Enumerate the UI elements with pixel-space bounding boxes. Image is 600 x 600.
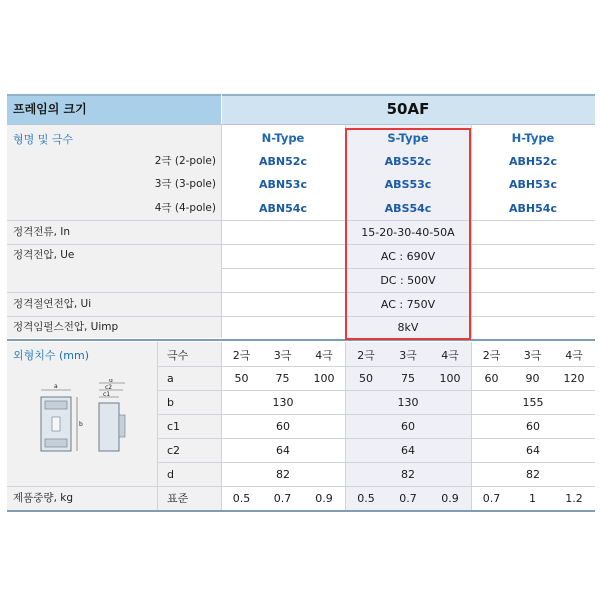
pole-row-label: 2극 (2-pole) xyxy=(154,154,216,167)
impulse-voltage-value: 8kV xyxy=(397,320,419,334)
dim-label-d: d xyxy=(167,467,174,481)
dim-value: 75 xyxy=(275,371,290,385)
weight-value: 1.2 xyxy=(565,491,583,505)
dim-label-c1: c1 xyxy=(167,419,181,433)
dim-value: 60 xyxy=(526,419,540,433)
breaker-side-handle xyxy=(119,415,125,437)
weight-label: 제품중량, kg xyxy=(13,491,73,504)
pole-value: 3극 xyxy=(273,348,292,362)
dim-label-c2: c2 xyxy=(167,443,181,457)
model-cell: ABS52c xyxy=(384,154,432,168)
dim-value: 60 xyxy=(401,419,415,433)
grid-line xyxy=(221,342,222,510)
grid-line xyxy=(221,94,222,124)
rated-voltage-ac: AC : 690V xyxy=(380,249,436,263)
dims-label: 외형치수 (mm) xyxy=(13,348,90,362)
dim-value: 64 xyxy=(401,443,415,457)
grid-line xyxy=(157,366,595,367)
frame-size-label: 프레임의 크기 xyxy=(13,102,87,116)
grid-line xyxy=(7,124,595,125)
diagram-label-b: b xyxy=(79,421,83,428)
grid-line xyxy=(471,342,472,510)
grid-line xyxy=(221,124,222,338)
dim-value: 60 xyxy=(484,371,499,385)
diagram-label-c2: c2 xyxy=(105,384,113,391)
model-cell: ABH54c xyxy=(509,201,557,215)
grid-line xyxy=(157,342,158,510)
model-pole-label: 형명 및 극수 xyxy=(13,132,74,146)
pole-value: 2극 xyxy=(357,348,375,362)
pole-value: 2극 xyxy=(482,348,501,362)
n-type-header: N-Type xyxy=(261,131,305,146)
dim-value: 50 xyxy=(234,371,249,385)
rated-voltage-label: 정격전압, Ue xyxy=(13,248,75,261)
grid-line xyxy=(7,316,595,317)
dim-value: 64 xyxy=(526,443,540,457)
weight-value: 0.7 xyxy=(399,491,417,505)
weight-value: 0.5 xyxy=(232,491,251,505)
dim-value: 82 xyxy=(526,467,540,481)
impulse-voltage-label: 정격임펄스전압, Uimp xyxy=(13,320,119,333)
section-separator xyxy=(7,339,595,341)
model-cell: ABN53c xyxy=(259,177,307,191)
grid-line xyxy=(7,94,595,96)
rated-current-value: 15-20-30-40-50A xyxy=(361,225,455,239)
frame-size-value: 50AF xyxy=(386,99,430,118)
dim-value: 90 xyxy=(525,371,540,385)
dim-value: 64 xyxy=(276,443,290,457)
weight-value: 0.9 xyxy=(315,491,333,505)
dim-label-b: b xyxy=(167,395,174,409)
dim-value: 155 xyxy=(522,395,544,409)
pole-value: 4극 xyxy=(315,348,333,362)
breaker-top-terminal xyxy=(45,401,67,409)
weight-value: 0.9 xyxy=(441,491,459,505)
weight-value: 0.7 xyxy=(273,491,292,505)
insulation-voltage-value: AC : 750V xyxy=(380,297,436,311)
grid-line xyxy=(7,292,595,293)
dim-value: 100 xyxy=(313,371,335,385)
weight-value: 1 xyxy=(529,491,536,505)
model-cell: ABS54c xyxy=(384,201,432,215)
model-cell: ABH53c xyxy=(509,177,557,191)
dimension-diagram xyxy=(37,379,137,459)
pole-value: 4극 xyxy=(441,348,459,362)
model-cell: ABN52c xyxy=(259,154,307,168)
h-type-header: H-Type xyxy=(511,131,555,146)
grid-line xyxy=(221,268,595,269)
grid-line xyxy=(7,220,595,221)
grid-line xyxy=(157,462,595,463)
dim-value: 82 xyxy=(401,467,415,481)
pole-value: 3극 xyxy=(523,348,542,362)
pole-value: 4극 xyxy=(565,348,583,362)
insulation-voltage-label: 정격절연전압, Ui xyxy=(13,297,92,310)
grid-line xyxy=(7,244,595,245)
dim-label-a: a xyxy=(167,371,174,385)
grid-line xyxy=(345,342,346,510)
diagram-label-c1: c1 xyxy=(103,391,111,398)
dim-value: 120 xyxy=(563,371,585,385)
rated-voltage-dc: DC : 500V xyxy=(380,273,436,287)
rated-current-label: 정격전류, In xyxy=(13,225,70,238)
dim-value: 82 xyxy=(276,467,290,481)
dim-value: 60 xyxy=(276,419,290,433)
dim-value: 50 xyxy=(359,371,373,385)
grid-line xyxy=(157,390,595,391)
s-type-header: S-Type xyxy=(387,131,429,146)
spec-table xyxy=(7,94,595,510)
poles-header: 극수 xyxy=(167,348,189,362)
breaker-side-view xyxy=(99,403,119,451)
breaker-handle xyxy=(52,417,60,431)
pole-value: 3극 xyxy=(399,348,417,362)
model-cell: ABS53c xyxy=(384,177,432,191)
grid-line xyxy=(157,414,595,415)
dim-value: 75 xyxy=(401,371,415,385)
dim-value: 130 xyxy=(397,395,419,409)
weight-standard-label: 표준 xyxy=(167,491,189,505)
grid-line xyxy=(7,486,595,487)
weight-value: 0.7 xyxy=(482,491,501,505)
diagram-label-d: d xyxy=(109,379,113,384)
grid-line xyxy=(157,438,595,439)
grid-line xyxy=(345,124,346,338)
model-cell: ABN54c xyxy=(259,201,307,215)
diagram-label-a: a xyxy=(54,383,58,390)
grid-line xyxy=(7,510,595,512)
breaker-bottom-terminal xyxy=(45,439,67,447)
pole-row-label: 4극 (4-pole) xyxy=(154,201,216,214)
weight-value: 0.5 xyxy=(357,491,375,505)
dim-value: 100 xyxy=(439,371,461,385)
pole-row-label: 3극 (3-pole) xyxy=(154,177,216,190)
pole-value: 2극 xyxy=(232,348,251,362)
dim-value: 130 xyxy=(272,395,294,409)
model-cell: ABH52c xyxy=(509,154,557,168)
grid-line xyxy=(471,124,472,338)
